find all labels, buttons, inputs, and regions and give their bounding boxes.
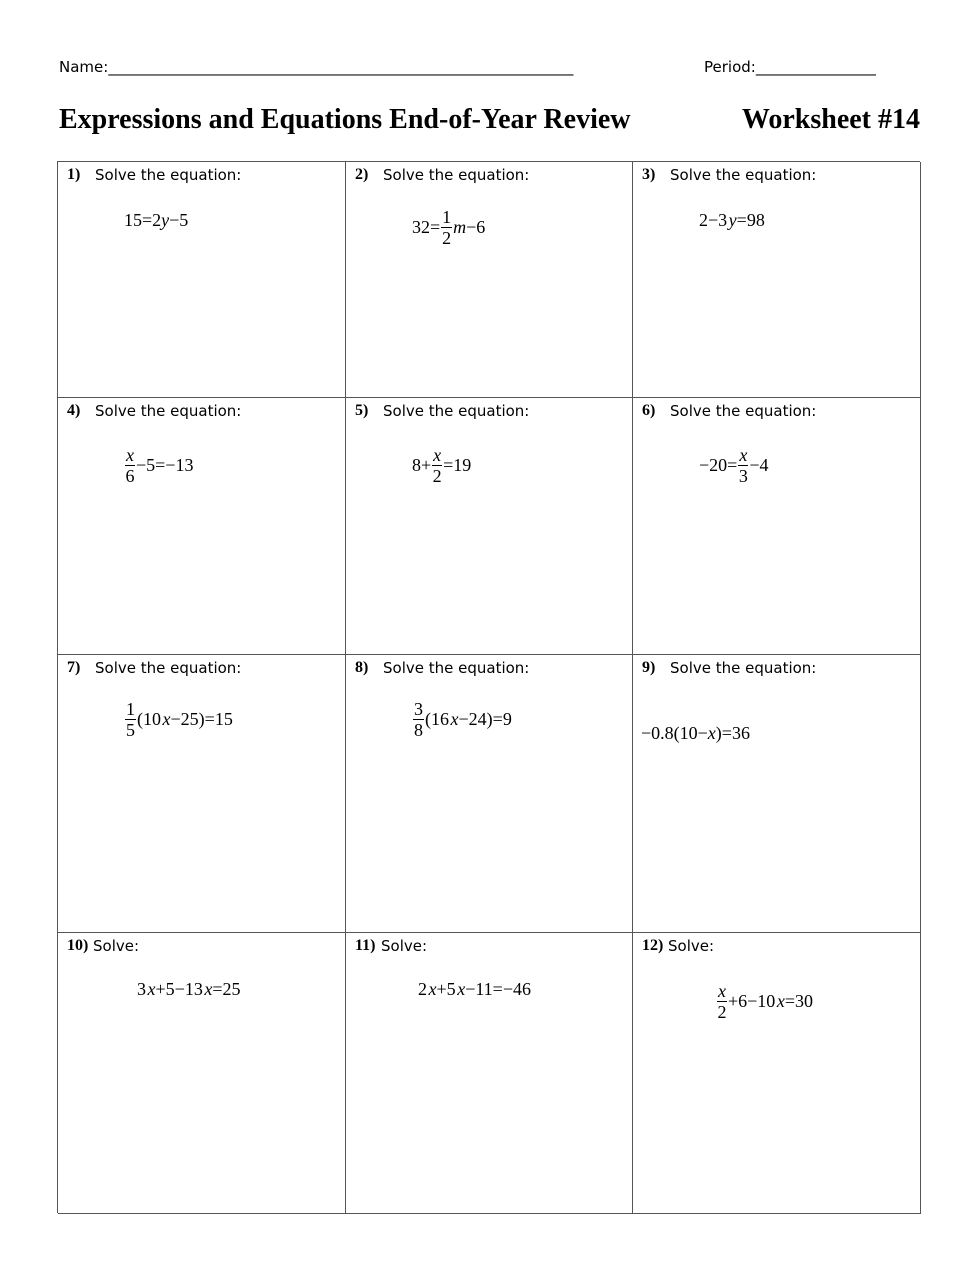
problem-number: 1): [67, 166, 81, 183]
name-label: Name:: [59, 58, 109, 76]
problem-number: 4): [67, 402, 81, 419]
problem-10[interactable]: [58, 933, 346, 1214]
equation: 32= $\frac{1}{2}$ m −6: [412, 207, 486, 248]
problem-2[interactable]: [346, 162, 633, 398]
problem-number: 2): [355, 166, 369, 183]
equation: −20= $\frac{x}{3}$ −4: [699, 445, 769, 486]
problem-prompt: Solve the equation:: [383, 166, 530, 184]
equation: $\frac{x}{2}$ +6−10 x =30: [717, 981, 813, 1022]
problem-number: 7): [67, 659, 81, 676]
problem-number: 8): [355, 659, 369, 676]
problem-11[interactable]: [346, 933, 633, 1214]
problem-prompt: Solve:: [381, 937, 428, 955]
problem-number: 3): [642, 166, 656, 183]
problem-prompt: Solve the equation:: [95, 659, 242, 677]
problem-8[interactable]: [346, 655, 633, 933]
problem-prompt: Solve the equation:: [670, 402, 817, 420]
problem-grid: [57, 161, 920, 1213]
equation: $\frac{1}{5}$ (10 x −25)=15: [126, 699, 233, 740]
problem-prompt: Solve:: [668, 937, 715, 955]
problem-5[interactable]: [346, 398, 633, 655]
equation: 2−3 y =98: [699, 210, 765, 230]
problem-prompt: Solve the equation:: [670, 659, 817, 677]
name-field[interactable]: [59, 58, 573, 76]
equation: 2 x +5 x −11=−46: [418, 979, 531, 999]
period-field[interactable]: [704, 58, 876, 76]
name-blank: ______________________________________________________________: [108, 58, 574, 76]
problem-number: 10): [67, 937, 89, 954]
problem-12[interactable]: [633, 933, 921, 1214]
equation: −0.8(10− x )=36: [641, 723, 750, 743]
problem-number: 5): [355, 402, 369, 419]
problem-6[interactable]: [633, 398, 921, 655]
problem-1[interactable]: [58, 162, 346, 398]
name-period-header: [59, 58, 919, 76]
equation: $\frac{3}{8}$ (16 x −24)=9: [414, 699, 512, 740]
problem-3[interactable]: [633, 162, 921, 398]
equation: $\frac{x}{6}$ −5=−13: [125, 445, 194, 486]
problem-number: 9): [642, 659, 656, 676]
problem-prompt: Solve the equation:: [95, 402, 242, 420]
equation: 8+ $\frac{x}{2}$ =19: [412, 445, 472, 486]
equation: 15=2 y −5: [124, 210, 189, 230]
equation: 3 x +5−13 x =25: [137, 979, 241, 999]
problem-prompt: Solve the equation:: [383, 659, 530, 677]
problem-number: 11): [355, 937, 376, 954]
period-label: Period:: [704, 58, 756, 76]
worksheet-title: Expressions and Equations End-of-Year Review: [59, 104, 631, 135]
problem-4[interactable]: [58, 398, 346, 655]
problem-9[interactable]: [633, 655, 921, 933]
worksheet-number: Worksheet #14: [741, 104, 920, 135]
problem-prompt: Solve the equation:: [95, 166, 242, 184]
problem-prompt: Solve:: [93, 937, 140, 955]
period-blank: ________________: [755, 58, 876, 76]
problem-number: 12): [642, 937, 664, 954]
problem-7[interactable]: [58, 655, 346, 933]
problem-prompt: Solve the equation:: [670, 166, 817, 184]
problem-number: 6): [642, 402, 656, 419]
problem-prompt: Solve the equation:: [383, 402, 530, 420]
